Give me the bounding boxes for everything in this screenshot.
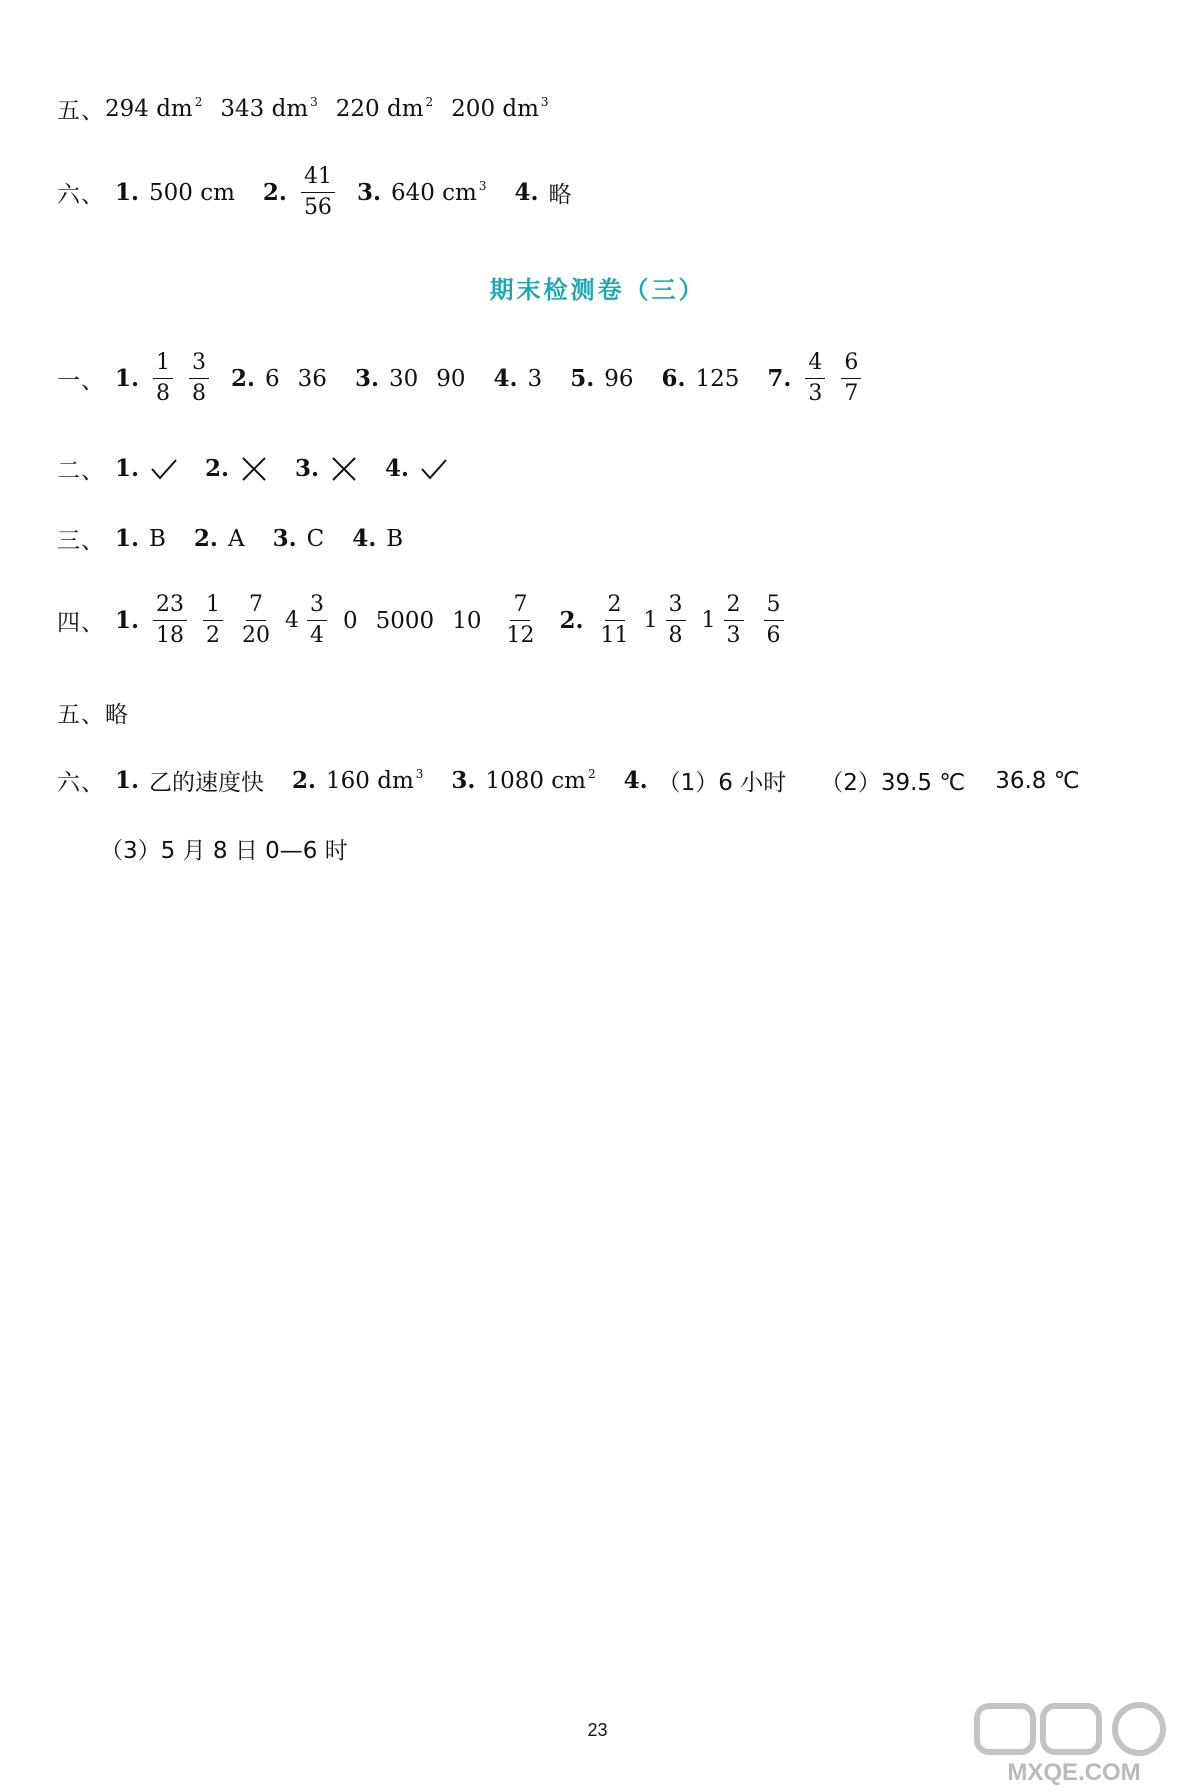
question-number: 2. — [193, 525, 218, 552]
check-icon — [419, 455, 449, 483]
question-number: 4. — [623, 767, 648, 794]
answer-value: 略 — [548, 182, 572, 208]
answer-line-liu-cont — [100, 832, 1155, 865]
answer-value: 125 — [695, 365, 740, 392]
question-number: 3. — [354, 365, 379, 392]
mixed-number: 1 $\frac{3}{8}$ — [644, 590, 698, 651]
answer-value: 343 dm $^3$ — [220, 95, 318, 122]
answer-value: B — [386, 525, 404, 552]
section-label: 一、 — [57, 368, 105, 394]
answer-value: 220 dm $^2$ — [335, 95, 434, 122]
svg-text:MXQE.COM: MXQE.COM — [1007, 1759, 1141, 1786]
answer-value: A — [227, 525, 245, 552]
answer-value: 乙的速度快 — [149, 770, 265, 796]
section-label: 三、 — [57, 528, 105, 554]
question-number: 4. — [352, 525, 377, 552]
fraction: $\frac{6}{7}$ — [841, 348, 861, 409]
section-label: 五、 — [57, 98, 105, 124]
answer-line-san — [57, 522, 1155, 555]
fraction: $\frac{1}{8}$ — [153, 348, 173, 409]
watermark-logo — [969, 1700, 1179, 1786]
question-number: 6. — [661, 365, 686, 392]
fraction: $\frac{4}{3}$ — [805, 348, 825, 409]
section-label: 四、 — [57, 610, 105, 636]
question-number: 4. — [385, 455, 410, 482]
answer-line-wu-top — [57, 92, 1155, 125]
answer-value: 36.8 ℃ — [995, 767, 1080, 794]
answer-value: 0 — [343, 607, 358, 634]
question-number: 5. — [570, 365, 595, 392]
question-number: 1. — [115, 365, 140, 392]
answer-value: 500 cm — [149, 179, 235, 206]
question-number: 2. — [262, 179, 287, 206]
cross-icon — [329, 455, 359, 483]
fraction: $\frac{41}{56}$ — [301, 162, 335, 223]
answer-value: 5000 — [375, 607, 435, 634]
cross-icon — [239, 455, 269, 483]
fraction: $\frac{5}{6}$ — [764, 590, 784, 651]
answer-line-yi — [57, 348, 1155, 409]
question-number: 2. — [205, 455, 230, 482]
answer-line-er — [57, 452, 1155, 485]
question-number: 3. — [451, 767, 476, 794]
question-number: 4. — [493, 365, 518, 392]
answer-line-si — [57, 590, 1155, 651]
question-number: 4. — [514, 179, 539, 206]
question-number: 1. — [115, 525, 140, 552]
section-label: 六、 — [57, 182, 105, 208]
answer-value: （3）5 月 8 日 0—6 时 — [100, 838, 348, 864]
answer-value: 200 dm $^3$ — [451, 95, 549, 122]
answer-value: 160 dm $^3$ — [326, 767, 424, 794]
answer-value: 6 — [265, 365, 280, 392]
answer-value: 90 — [436, 365, 466, 392]
question-number: 2. — [559, 607, 584, 634]
answer-value: 1080 cm $^2$ — [485, 767, 596, 794]
fraction: $\frac{7}{20}$ — [242, 592, 271, 648]
question-number: 1. — [115, 455, 140, 482]
answer-value: （1）6 小时 — [657, 770, 787, 796]
answer-value: C — [306, 525, 325, 552]
fraction: $\frac{2}{11}$ — [600, 592, 629, 648]
answer-value: 略 — [105, 702, 128, 728]
answer-value: 640 cm $^3$ — [390, 179, 487, 206]
answer-value: 3 — [527, 365, 543, 392]
section-title: 期末检测卷（三） — [489, 276, 706, 304]
fraction: $\frac{1}{2}$ — [203, 590, 223, 651]
answer-line-liu — [57, 764, 1155, 797]
question-number: 7. — [767, 365, 792, 392]
question-number: 2. — [231, 365, 256, 392]
answer-value: 36 — [297, 365, 327, 392]
question-number: 3. — [272, 525, 297, 552]
answer-value: 96 — [604, 365, 634, 392]
answer-value: 10 — [452, 607, 482, 634]
question-number: 3. — [295, 455, 320, 482]
check-icon — [149, 455, 179, 483]
answer-line-liu-top — [57, 162, 1155, 223]
fraction: $\frac{7}{12}$ — [506, 592, 535, 648]
answer-value: 30 — [388, 365, 419, 392]
fraction: $\frac{23}{18}$ — [153, 590, 187, 651]
question-number: 1. — [115, 179, 140, 206]
fraction: $\frac{3}{8}$ — [189, 348, 209, 409]
answer-line-wu — [57, 696, 1155, 729]
answer-value: 294 dm $^2$ — [105, 95, 203, 122]
mixed-number: 1 $\frac{2}{3}$ — [702, 590, 756, 651]
section-label: 二、 — [57, 458, 105, 484]
question-number: 3. — [356, 179, 381, 206]
page-number: 23 — [587, 1720, 608, 1740]
section-label: 六、 — [57, 770, 105, 796]
section-label: 五、 — [57, 702, 105, 728]
answer-value: （2）39.5 ℃ — [820, 770, 966, 796]
question-number: 1. — [115, 607, 140, 634]
answer-value: B — [149, 525, 166, 552]
question-number: 1. — [115, 767, 140, 794]
mixed-number: 4 $\frac{3}{4}$ — [285, 590, 339, 651]
question-number: 2. — [292, 767, 317, 794]
